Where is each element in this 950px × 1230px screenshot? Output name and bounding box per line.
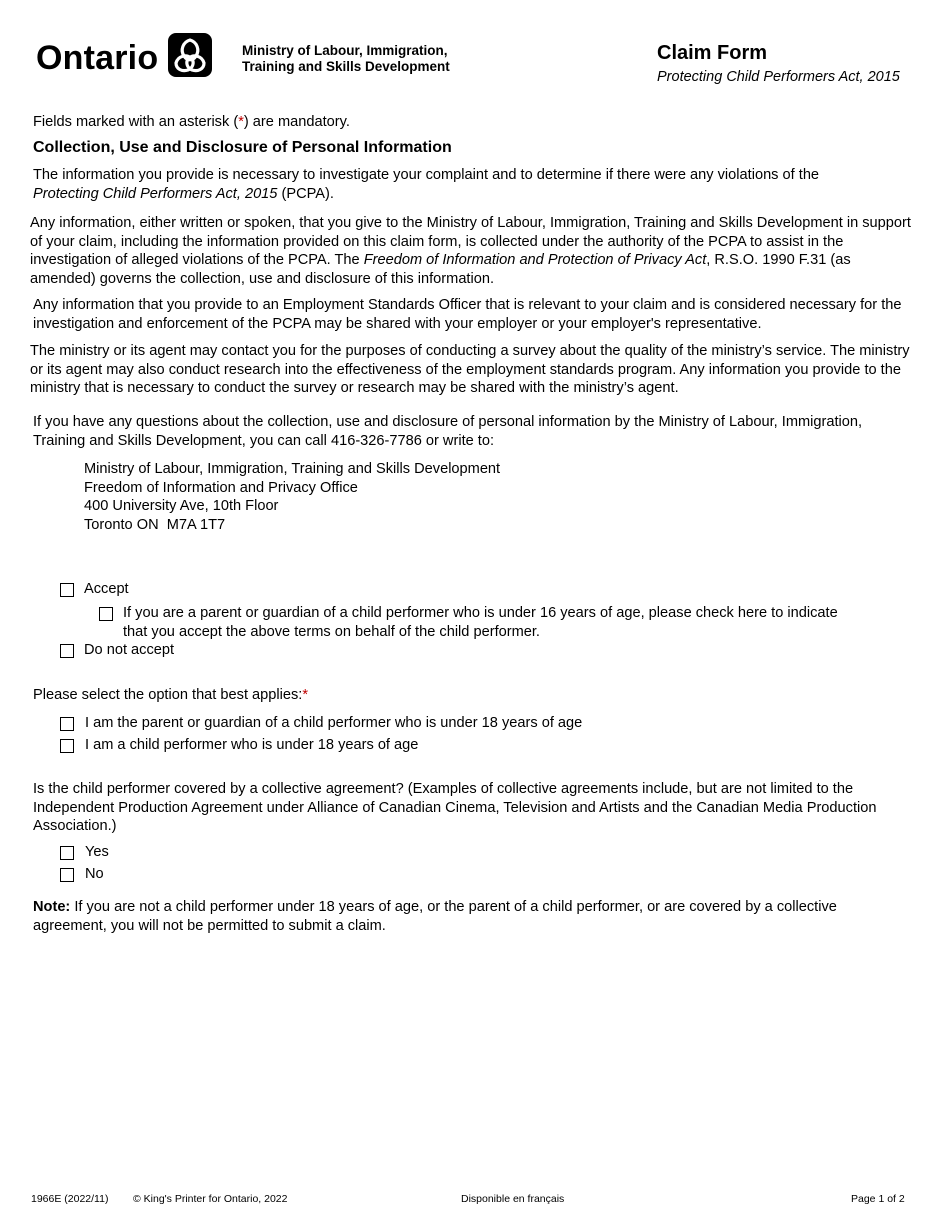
address-line-3: 400 University Ave, 10th Floor	[84, 498, 279, 514]
guardian-accept-checkbox[interactable]	[99, 607, 113, 621]
applies-question-text: Please select the option that best applies:	[33, 687, 303, 703]
note-label: Note:	[33, 899, 71, 915]
paragraph-purpose-text-end: (PCPA).	[277, 185, 334, 202]
form-subtitle: Protecting Child Performers Act, 2015	[657, 69, 900, 85]
guardian-accept-line-2: that you accept the above terms on behalf of the child performer.	[123, 623, 540, 640]
paragraph-authority-text-end: , R.S.O. 1990 F.31 (as amended) governs the collection, use and disclosure of this information.	[30, 252, 851, 287]
accept-label: Accept	[84, 581, 129, 597]
paragraph-authority-text: Any information, either written or spoken, that you give to the Ministry of Labour, Immigration, Training and Skills Development in support of your claim, including the information provided on this claim form, is collected under the authority of the PCPA to assist in the investigation of alleged violations of the PCPA. The	[30, 215, 911, 268]
paragraph-questions: If you have any questions about the collection, use and disclosure of personal information by the Ministry of Labour, Immigration, Training and Skills Development, you can call 416-326-7786 or write to:	[33, 414, 863, 449]
guardian-accept-label	[123, 604, 913, 641]
ministry-name	[242, 43, 450, 75]
ministry-line-1: Ministry of Labour, Immigration,	[242, 43, 448, 58]
address-line-1: Ministry of Labour, Immigration, Training and Skills Development	[84, 461, 501, 477]
section-heading: Collection, Use and Disclosure of Personal Information	[33, 139, 452, 156]
french-availability: Disponible en français	[461, 1193, 565, 1205]
mailing-address	[84, 460, 500, 534]
accept-checkbox[interactable]	[60, 583, 74, 597]
address-line-4: Toronto ON M7A 1T7	[84, 516, 226, 533]
paragraph-purpose	[33, 166, 913, 203]
applies-question	[33, 686, 308, 705]
collective-no-label: No	[85, 866, 104, 882]
do-not-accept-checkbox[interactable]	[60, 644, 74, 658]
required-asterisk: *	[302, 687, 309, 703]
ministry-line-2: Training and Skills Development	[242, 59, 450, 74]
paragraph-authority	[30, 214, 918, 288]
paragraph-survey: The ministry or its agent may contact you for the purposes of conducting a survey about the quality of the ministry’s service. The ministry or its agent may also conduct research into the effectiveness of the employment standards program. Any information you provide to the ministry that is necessary to conduct the survey or research may be shared with the ministry’s agent.	[30, 343, 910, 396]
collective-no-checkbox[interactable]	[60, 868, 74, 882]
mandatory-note-text-end: ) are mandatory.	[243, 114, 350, 130]
collective-agreement-question: Is the child performer covered by a collective agreement? (Examples of collective agreements include, but are not limited to the Independent Production Agreement under Alliance of Canadian Cinema, Television and Artists and the Canadian Media Production Association.)	[33, 781, 877, 834]
parent-guardian-label: I am the parent or guardian of a child performer who is under 18 years of age	[85, 715, 583, 731]
copyright: © King's Printer for Ontario, 2022	[133, 1193, 288, 1205]
parent-guardian-checkbox[interactable]	[60, 717, 74, 731]
child-performer-label: I am a child performer who is under 18 years of age	[85, 737, 419, 753]
address-line-2: Freedom of Information and Privacy Office	[84, 479, 358, 496]
do-not-accept-label: Do not accept	[84, 642, 175, 658]
required-asterisk: *	[238, 114, 244, 130]
collective-yes-checkbox[interactable]	[60, 846, 74, 860]
fippa-title-italic: Freedom of Information and Protection of Privacy Act	[363, 252, 707, 268]
mandatory-fields-note	[33, 113, 350, 132]
paragraph-purpose-text: The information you provide is necessary to investigate your complaint and to determine if there were any violations of the	[33, 167, 820, 183]
paragraph-sharing: Any information that you provide to an Employment Standards Officer that is relevant to your claim and is considered necessary for the investigation and enforcement of the PCPA may be shared with your employer or your employer's representative.	[33, 297, 902, 332]
trillium-logo-icon	[168, 33, 212, 77]
collective-yes-label: Yes	[85, 844, 109, 860]
form-number: 1966E (2022/11)	[31, 1193, 109, 1205]
form-title: Claim Form	[657, 42, 768, 64]
eligibility-note	[33, 898, 913, 935]
child-performer-checkbox[interactable]	[60, 739, 74, 753]
guardian-accept-line-1: If you are a parent or guardian of a child performer who is under 16 years of age, please check here to indicate	[123, 605, 838, 621]
act-title-italic: Protecting Child Performers Act, 2015	[33, 185, 278, 202]
mandatory-note-text: Fields marked with an asterisk (	[33, 114, 239, 130]
ontario-logo-wordmark: Ontario	[36, 39, 159, 77]
page-number: Page 1 of 2	[851, 1193, 905, 1205]
note-text: If you are not a child performer under 18 years of age, or the parent of a child performer, or are covered by a collective agreement, you will not be permitted to submit a claim.	[33, 899, 837, 934]
